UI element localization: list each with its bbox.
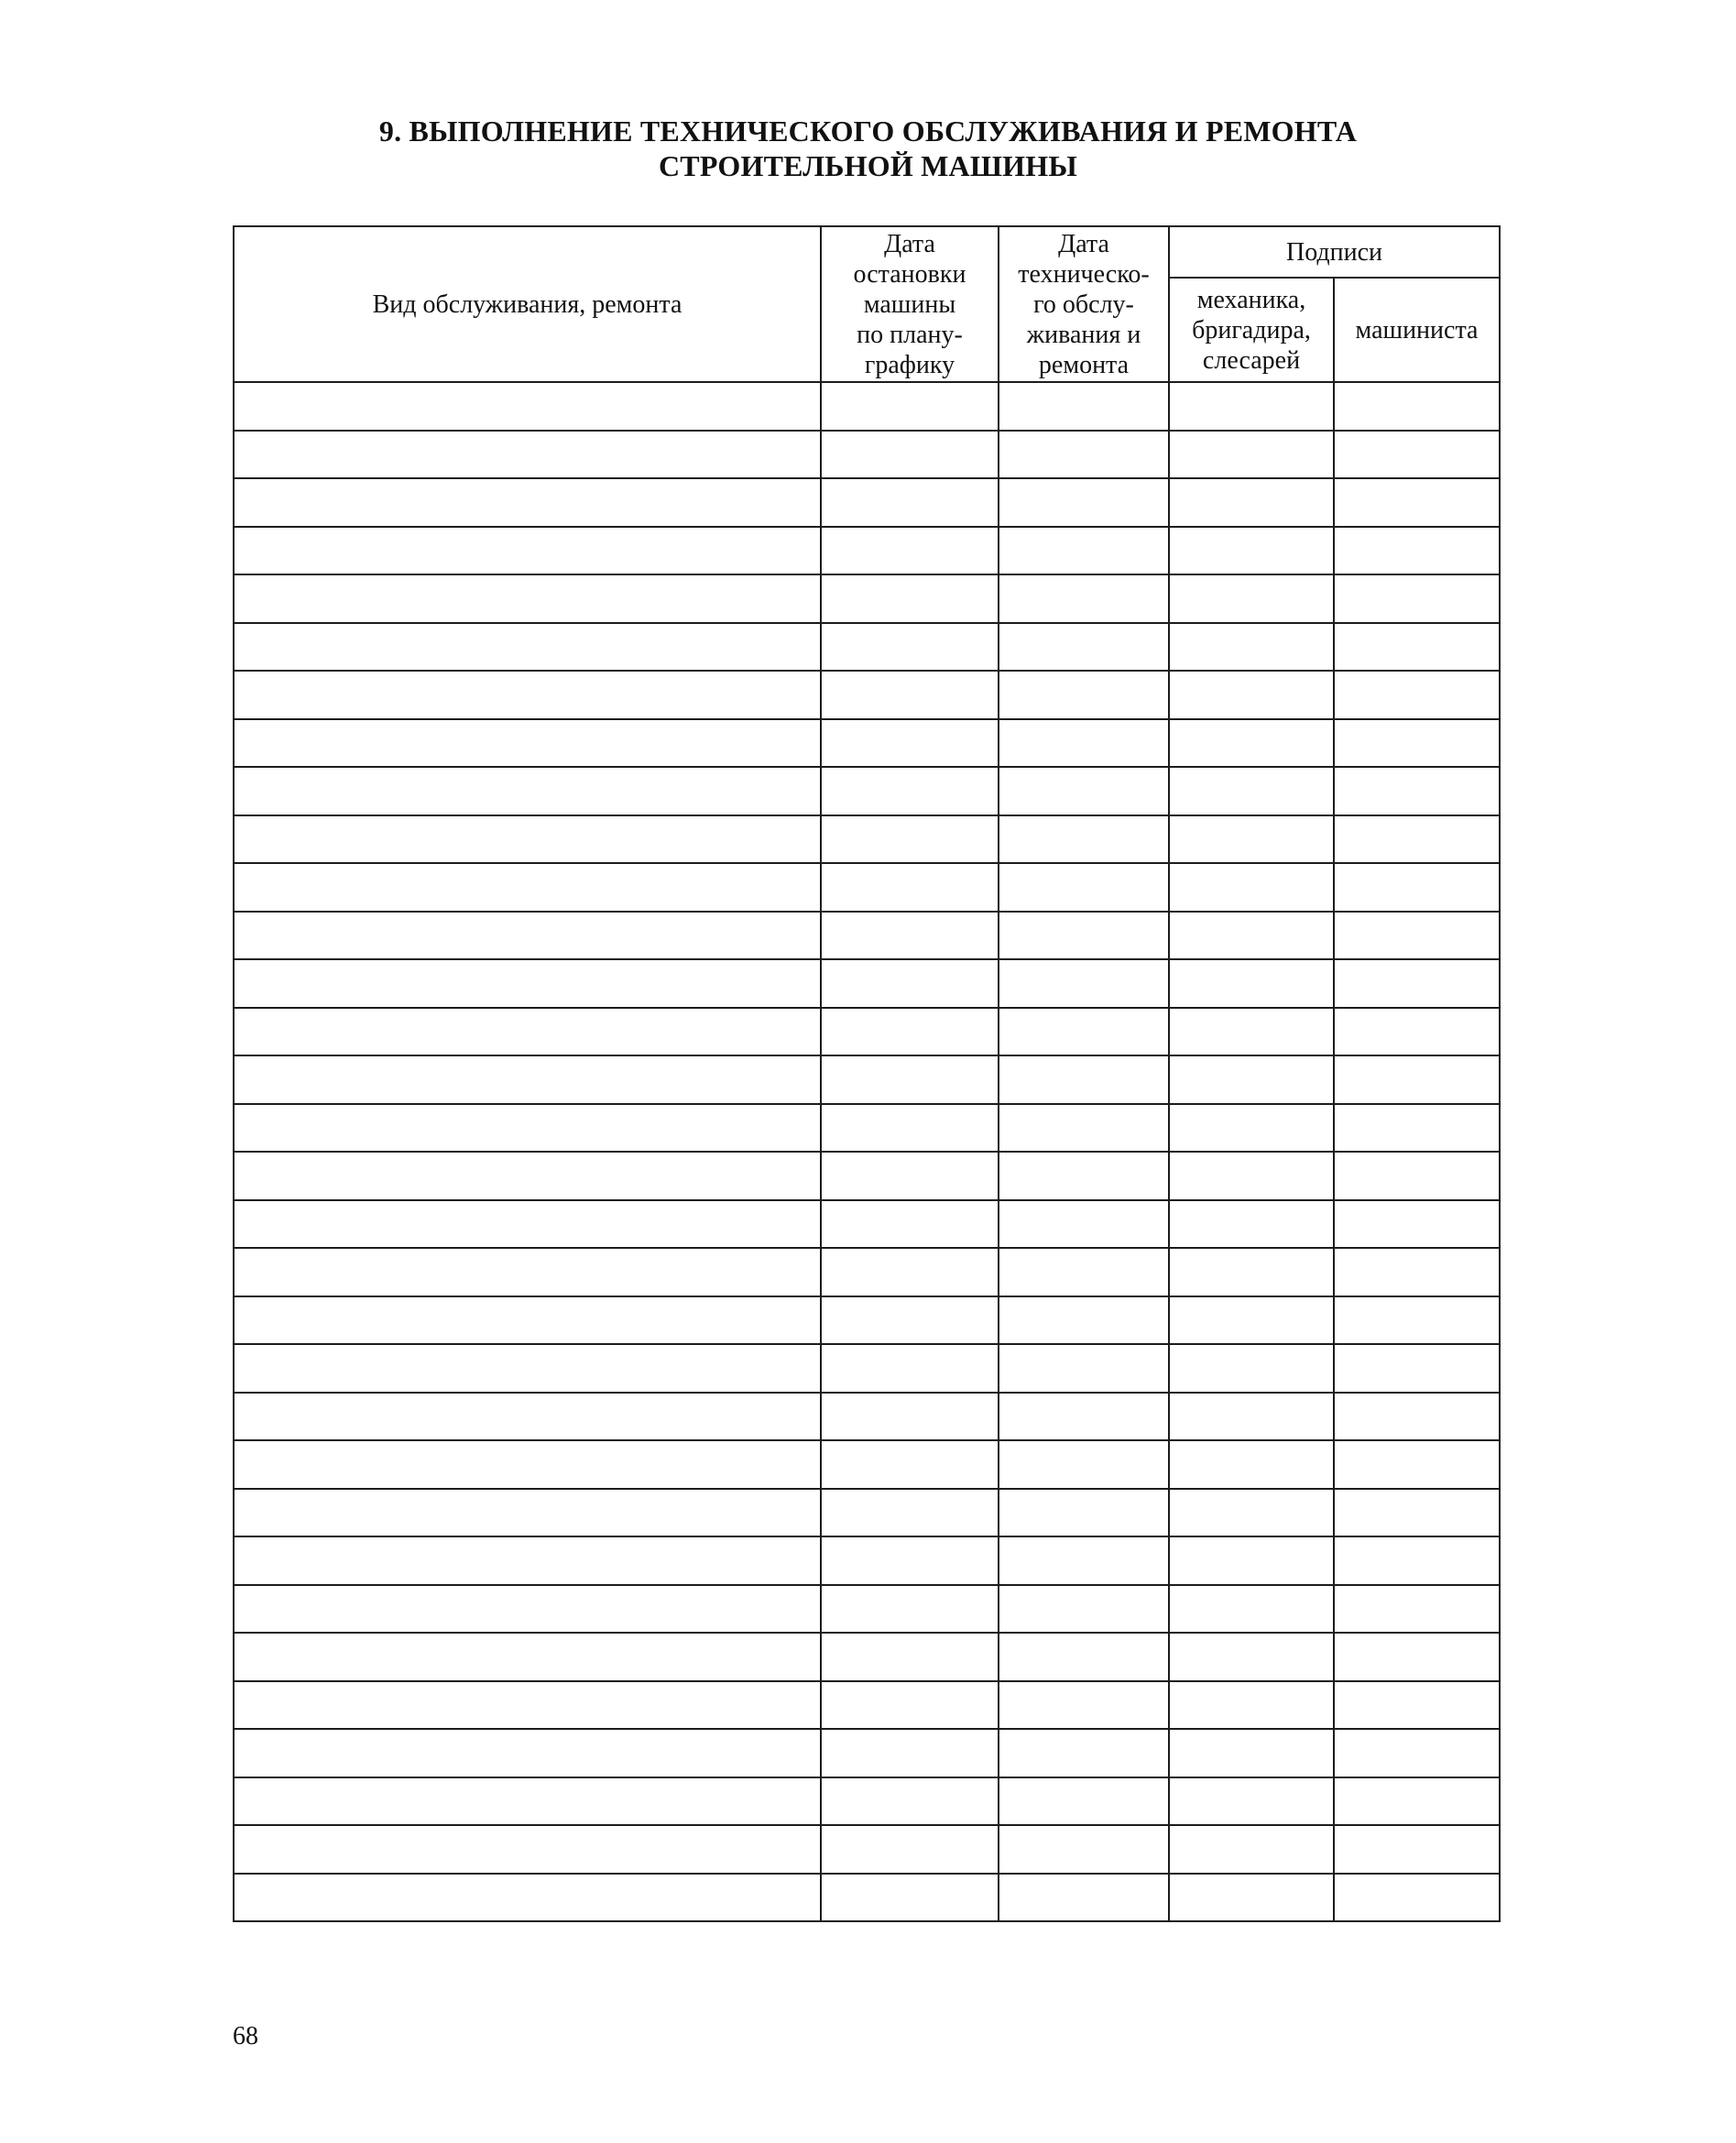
cell-stop-date[interactable]	[821, 1440, 999, 1489]
table-row	[234, 959, 1500, 1008]
cell-service-type[interactable]	[234, 1248, 821, 1296]
cell-stop-date[interactable]	[821, 1055, 999, 1104]
table-row	[234, 719, 1500, 768]
cell-signature-operator[interactable]	[1334, 1344, 1500, 1393]
table-body	[234, 382, 1500, 1921]
cell-service-date[interactable]	[999, 1248, 1169, 1296]
cell-signature-mechanic[interactable]	[1169, 382, 1334, 431]
header-service-date-line: живания и	[1026, 320, 1141, 349]
cell-service-type[interactable]	[234, 1585, 821, 1634]
cell-signature-mechanic[interactable]	[1169, 1152, 1334, 1200]
cell-service-date[interactable]	[999, 478, 1169, 527]
cell-service-type[interactable]	[234, 574, 821, 623]
table-row	[234, 382, 1500, 431]
header-signatures: Подписи	[1169, 226, 1500, 278]
table-row	[234, 863, 1500, 912]
cell-stop-date[interactable]	[821, 1152, 999, 1200]
table-row	[234, 1104, 1500, 1153]
cell-signature-mechanic[interactable]	[1169, 1777, 1334, 1826]
cell-signature-mechanic[interactable]	[1169, 1296, 1334, 1345]
cell-signature-operator[interactable]	[1334, 1104, 1500, 1153]
cell-service-type[interactable]	[234, 431, 821, 479]
cell-signature-mechanic[interactable]	[1169, 574, 1334, 623]
cell-service-date[interactable]	[999, 767, 1169, 815]
cell-service-type[interactable]	[234, 1777, 821, 1826]
cell-service-date[interactable]	[999, 1008, 1169, 1056]
cell-stop-date[interactable]	[821, 815, 999, 864]
cell-service-type[interactable]	[234, 623, 821, 672]
cell-stop-date[interactable]	[821, 1777, 999, 1826]
table-row	[234, 1633, 1500, 1681]
table-row	[234, 1440, 1500, 1489]
cell-service-type[interactable]	[234, 912, 821, 960]
cell-signature-mechanic[interactable]	[1169, 1585, 1334, 1634]
cell-service-date[interactable]	[999, 1344, 1169, 1393]
header-stop-date	[821, 226, 999, 382]
table-header	[234, 226, 1500, 382]
cell-service-date[interactable]	[999, 1825, 1169, 1874]
cell-signature-mechanic[interactable]	[1169, 478, 1334, 527]
table-row	[234, 478, 1500, 527]
cell-service-type[interactable]	[234, 1440, 821, 1489]
cell-stop-date[interactable]	[821, 1104, 999, 1153]
table-row	[234, 912, 1500, 960]
cell-stop-date[interactable]	[821, 959, 999, 1008]
cell-signature-operator[interactable]	[1334, 1152, 1500, 1200]
cell-service-type[interactable]	[234, 671, 821, 719]
cell-signature-mechanic[interactable]	[1169, 1200, 1334, 1249]
cell-service-type[interactable]	[234, 527, 821, 575]
header-signature-mechanic	[1169, 278, 1334, 382]
cell-service-type[interactable]	[234, 1055, 821, 1104]
cell-service-type[interactable]	[234, 1825, 821, 1874]
cell-service-date[interactable]	[999, 912, 1169, 960]
cell-signature-operator[interactable]	[1334, 1681, 1500, 1730]
cell-signature-mechanic[interactable]	[1169, 863, 1334, 912]
cell-signature-operator[interactable]	[1334, 1055, 1500, 1104]
cell-stop-date[interactable]	[821, 1633, 999, 1681]
header-signature-mechanic-line: бригадира,	[1192, 315, 1311, 344]
table-row	[234, 1055, 1500, 1104]
table-row	[234, 1681, 1500, 1730]
cell-service-type[interactable]	[234, 1489, 821, 1537]
cell-signature-operator[interactable]	[1334, 1200, 1500, 1249]
cell-signature-operator[interactable]	[1334, 1585, 1500, 1634]
cell-service-date[interactable]	[999, 719, 1169, 768]
page-number: 68	[233, 2022, 258, 2050]
header-signature-operator: машиниста	[1334, 278, 1500, 382]
cell-signature-operator[interactable]	[1334, 478, 1500, 527]
cell-signature-operator[interactable]	[1334, 767, 1500, 815]
cell-signature-mechanic[interactable]	[1169, 1104, 1334, 1153]
header-stop-date-line: Дата	[884, 229, 935, 258]
cell-signature-mechanic[interactable]	[1169, 1681, 1334, 1730]
cell-service-type[interactable]	[234, 1008, 821, 1056]
table-row	[234, 815, 1500, 864]
cell-stop-date[interactable]	[821, 767, 999, 815]
cell-service-type[interactable]	[234, 1152, 821, 1200]
cell-signature-operator[interactable]	[1334, 1393, 1500, 1441]
cell-service-type[interactable]	[234, 767, 821, 815]
cell-service-date[interactable]	[999, 1104, 1169, 1153]
cell-service-date[interactable]	[999, 1296, 1169, 1345]
cell-signature-operator[interactable]	[1334, 815, 1500, 864]
header-stop-date-line: по плану-	[857, 320, 963, 349]
cell-stop-date[interactable]	[821, 1825, 999, 1874]
table-row	[234, 1585, 1500, 1634]
header-service-type: Вид обслуживания, ремонта	[234, 226, 821, 382]
cell-service-type[interactable]	[234, 1874, 821, 1922]
cell-service-date[interactable]	[999, 1055, 1169, 1104]
cell-signature-operator[interactable]	[1334, 574, 1500, 623]
cell-signature-mechanic[interactable]	[1169, 1344, 1334, 1393]
maintenance-log-table	[233, 225, 1501, 1922]
cell-signature-mechanic[interactable]	[1169, 527, 1334, 575]
cell-stop-date[interactable]	[821, 1248, 999, 1296]
table-row	[234, 1874, 1500, 1922]
table-row	[234, 1296, 1500, 1345]
cell-service-date[interactable]	[999, 863, 1169, 912]
table-row	[234, 623, 1500, 672]
cell-signature-operator[interactable]	[1334, 1008, 1500, 1056]
cell-stop-date[interactable]	[821, 478, 999, 527]
cell-signature-operator[interactable]	[1334, 912, 1500, 960]
cell-signature-operator[interactable]	[1334, 863, 1500, 912]
cell-signature-operator[interactable]	[1334, 1440, 1500, 1489]
cell-service-date[interactable]	[999, 431, 1169, 479]
cell-signature-operator[interactable]	[1334, 1825, 1500, 1874]
cell-signature-mechanic[interactable]	[1169, 1008, 1334, 1056]
cell-service-date[interactable]	[999, 1681, 1169, 1730]
cell-signature-operator[interactable]	[1334, 1729, 1500, 1777]
cell-service-date[interactable]	[999, 1729, 1169, 1777]
cell-signature-mechanic[interactable]	[1169, 1440, 1334, 1489]
cell-signature-mechanic[interactable]	[1169, 1729, 1334, 1777]
cell-signature-operator[interactable]	[1334, 1296, 1500, 1345]
cell-stop-date[interactable]	[821, 671, 999, 719]
cell-service-type[interactable]	[234, 1104, 821, 1153]
cell-service-type[interactable]	[234, 1681, 821, 1730]
cell-signature-mechanic[interactable]	[1169, 767, 1334, 815]
cell-signature-mechanic[interactable]	[1169, 719, 1334, 768]
table-row	[234, 1152, 1500, 1200]
table-row	[234, 574, 1500, 623]
cell-signature-mechanic[interactable]	[1169, 815, 1334, 864]
cell-service-type[interactable]	[234, 959, 821, 1008]
cell-service-type[interactable]	[234, 1536, 821, 1585]
cell-service-date[interactable]	[999, 959, 1169, 1008]
cell-signature-operator[interactable]	[1334, 431, 1500, 479]
cell-stop-date[interactable]	[821, 382, 999, 431]
cell-stop-date[interactable]	[821, 1874, 999, 1922]
cell-signature-mechanic[interactable]	[1169, 1248, 1334, 1296]
maintenance-log-table-container	[233, 225, 1501, 1922]
cell-signature-operator[interactable]	[1334, 1633, 1500, 1681]
cell-signature-operator[interactable]	[1334, 382, 1500, 431]
cell-service-type[interactable]	[234, 1344, 821, 1393]
cell-signature-mechanic[interactable]	[1169, 1825, 1334, 1874]
cell-service-type[interactable]	[234, 1200, 821, 1249]
cell-service-date[interactable]	[999, 527, 1169, 575]
table-row	[234, 1729, 1500, 1777]
cell-signature-operator[interactable]	[1334, 527, 1500, 575]
cell-signature-mechanic[interactable]	[1169, 671, 1334, 719]
table-row	[234, 431, 1500, 479]
cell-stop-date[interactable]	[821, 1489, 999, 1537]
cell-service-date[interactable]	[999, 1777, 1169, 1826]
cell-service-date[interactable]	[999, 1440, 1169, 1489]
cell-service-date[interactable]	[999, 623, 1169, 672]
cell-service-type[interactable]	[234, 863, 821, 912]
cell-service-date[interactable]	[999, 1536, 1169, 1585]
cell-service-type[interactable]	[234, 1729, 821, 1777]
cell-service-date[interactable]	[999, 1633, 1169, 1681]
cell-stop-date[interactable]	[821, 623, 999, 672]
cell-service-date[interactable]	[999, 671, 1169, 719]
cell-signature-operator[interactable]	[1334, 1248, 1500, 1296]
cell-signature-mechanic[interactable]	[1169, 959, 1334, 1008]
page-title-line-2: СТРОИТЕЛЬНОЙ МАШИНЫ	[659, 149, 1077, 182]
table-row	[234, 1777, 1500, 1826]
cell-stop-date[interactable]	[821, 431, 999, 479]
cell-stop-date[interactable]	[821, 1200, 999, 1249]
cell-signature-mechanic[interactable]	[1169, 1874, 1334, 1922]
table-row	[234, 1825, 1500, 1874]
cell-signature-mechanic[interactable]	[1169, 1633, 1334, 1681]
header-stop-date-line: графику	[864, 350, 955, 379]
cell-signature-operator[interactable]	[1334, 1536, 1500, 1585]
table-row	[234, 767, 1500, 815]
cell-stop-date[interactable]	[821, 1344, 999, 1393]
header-service-date-line: техническо-	[1018, 259, 1150, 289]
cell-signature-operator[interactable]	[1334, 623, 1500, 672]
cell-service-date[interactable]	[999, 1489, 1169, 1537]
cell-service-date[interactable]	[999, 1152, 1169, 1200]
table-row	[234, 1536, 1500, 1585]
header-stop-date-line: остановки	[853, 259, 966, 289]
table-row	[234, 1008, 1500, 1056]
table-row	[234, 527, 1500, 575]
cell-service-type[interactable]	[234, 1393, 821, 1441]
header-service-date-line: ремонта	[1038, 350, 1130, 379]
cell-stop-date[interactable]	[821, 1393, 999, 1441]
cell-service-date[interactable]	[999, 1874, 1169, 1922]
cell-stop-date[interactable]	[821, 863, 999, 912]
cell-signature-operator[interactable]	[1334, 719, 1500, 768]
cell-stop-date[interactable]	[821, 1585, 999, 1634]
cell-stop-date[interactable]	[821, 1681, 999, 1730]
cell-signature-mechanic[interactable]	[1169, 1489, 1334, 1537]
cell-stop-date[interactable]	[821, 1729, 999, 1777]
cell-signature-mechanic[interactable]	[1169, 912, 1334, 960]
cell-signature-operator[interactable]	[1334, 959, 1500, 1008]
cell-signature-mechanic[interactable]	[1169, 431, 1334, 479]
cell-signature-operator[interactable]	[1334, 1874, 1500, 1922]
cell-service-date[interactable]	[999, 1393, 1169, 1441]
cell-service-date[interactable]	[999, 382, 1169, 431]
cell-stop-date[interactable]	[821, 912, 999, 960]
header-service-date-line: Дата	[1058, 229, 1109, 258]
table-row	[234, 1200, 1500, 1249]
table-row	[234, 1248, 1500, 1296]
cell-stop-date[interactable]	[821, 574, 999, 623]
table-row	[234, 1489, 1500, 1537]
header-service-date-line: го обслу-	[1033, 290, 1134, 319]
table-row	[234, 671, 1500, 719]
cell-service-date[interactable]	[999, 574, 1169, 623]
table-row	[234, 1344, 1500, 1393]
cell-signature-mechanic[interactable]	[1169, 1536, 1334, 1585]
cell-signature-operator[interactable]	[1334, 1777, 1500, 1826]
cell-service-type[interactable]	[234, 478, 821, 527]
page-title-line-1: 9. ВЫПОЛНЕНИЕ ТЕХНИЧЕСКОГО ОБСЛУЖИВАНИЯ И РЕМОНТА	[378, 115, 1358, 148]
header-stop-date-line: машины	[863, 290, 956, 319]
cell-signature-operator[interactable]	[1334, 1489, 1500, 1537]
cell-stop-date[interactable]	[821, 719, 999, 768]
cell-signature-mechanic[interactable]	[1169, 1055, 1334, 1104]
cell-signature-operator[interactable]	[1334, 671, 1500, 719]
cell-service-date[interactable]	[999, 1200, 1169, 1249]
cell-signature-mechanic[interactable]	[1169, 623, 1334, 672]
cell-service-type[interactable]	[234, 719, 821, 768]
cell-service-type[interactable]	[234, 1633, 821, 1681]
cell-service-type[interactable]	[234, 382, 821, 431]
header-service-date	[999, 226, 1169, 382]
cell-stop-date[interactable]	[821, 527, 999, 575]
cell-service-date[interactable]	[999, 815, 1169, 864]
cell-stop-date[interactable]	[821, 1536, 999, 1585]
cell-stop-date[interactable]	[821, 1008, 999, 1056]
table-row	[234, 1393, 1500, 1441]
header-signature-mechanic-line: механика,	[1196, 285, 1306, 314]
cell-service-date[interactable]	[999, 1585, 1169, 1634]
header-signature-mechanic-line: слесарей	[1202, 345, 1301, 375]
cell-service-type[interactable]	[234, 815, 821, 864]
cell-stop-date[interactable]	[821, 1296, 999, 1345]
cell-service-type[interactable]	[234, 1296, 821, 1345]
page-title	[0, 114, 1736, 183]
cell-signature-mechanic[interactable]	[1169, 1393, 1334, 1441]
